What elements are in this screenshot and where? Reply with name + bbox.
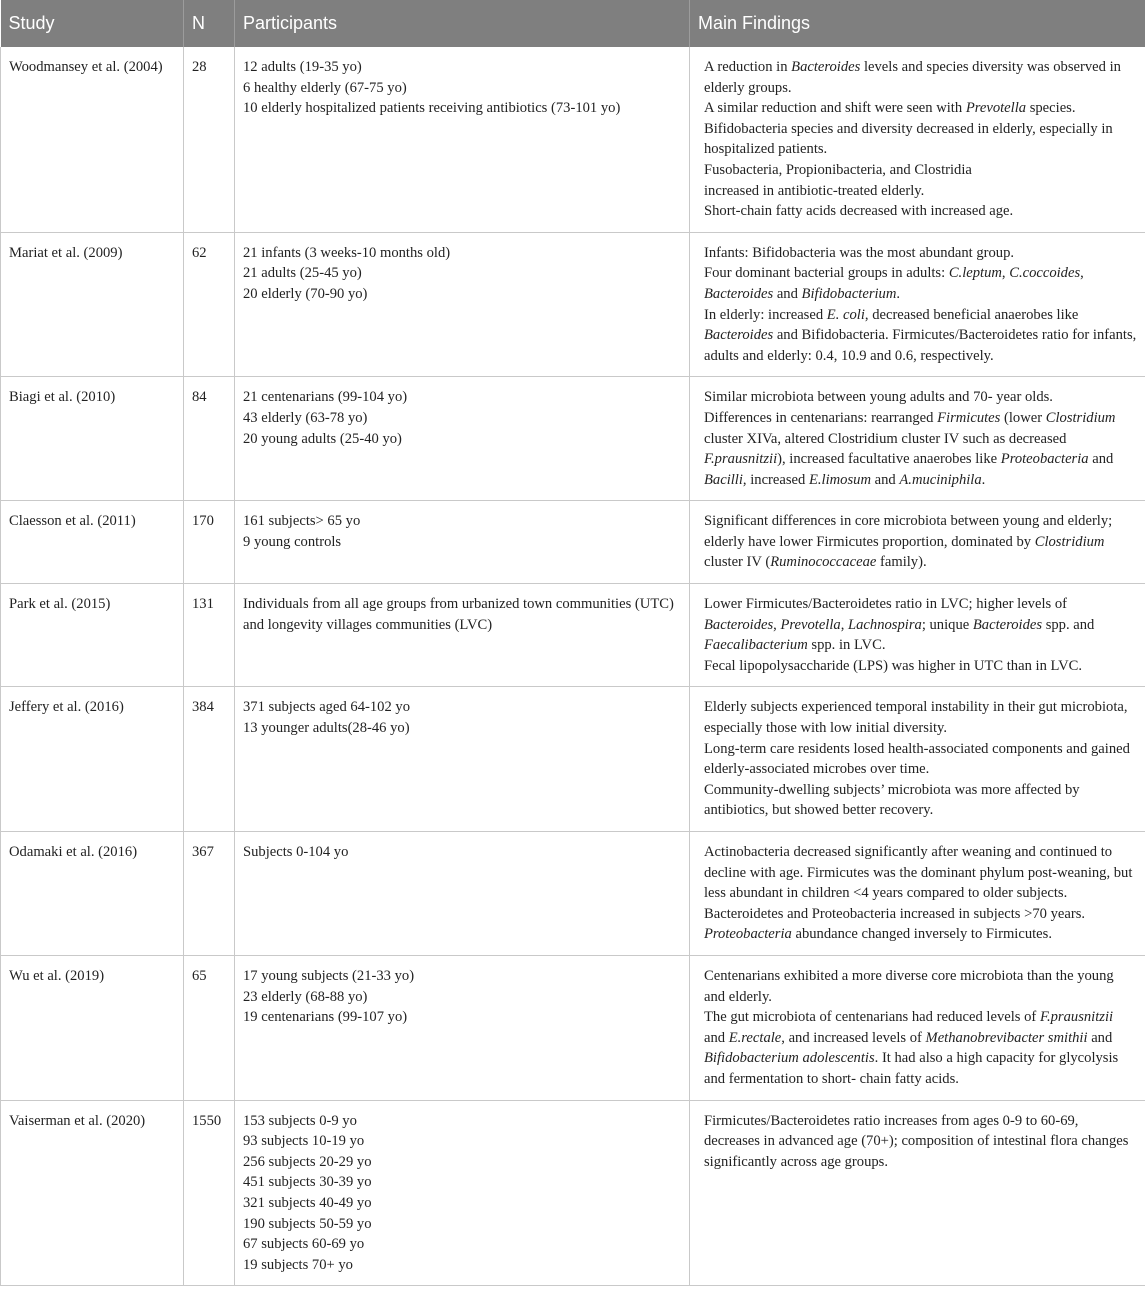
findings-cell [690, 687, 1145, 832]
participant-line: 9 young controls [243, 533, 342, 550]
study-cell: Odamaki et al. (2016) [1, 832, 184, 956]
table-row [1, 47, 1145, 232]
participant-line: 371 subjects aged 64-102 yo [243, 699, 410, 716]
n-cell: 131 [184, 584, 235, 687]
participants-cell [235, 832, 690, 956]
study-cell: Claesson et al. (2011) [1, 501, 184, 584]
participants-cell [235, 687, 690, 832]
table-row [1, 832, 1145, 956]
participant-line: 43 elderly (63-78 yo) [243, 409, 368, 426]
table-row [1, 501, 1145, 584]
n-cell: 62 [184, 232, 235, 377]
table-body [1, 47, 1145, 1286]
table-row [1, 377, 1145, 501]
participant-line: 93 subjects 10-19 yo [243, 1133, 365, 1150]
participants-cell [235, 584, 690, 687]
study-cell: Biagi et al. (2010) [1, 377, 184, 501]
participant-line: 23 elderly (68-88 yo) [243, 988, 368, 1005]
findings-cell [690, 1100, 1145, 1286]
table-row [1, 1100, 1145, 1286]
findings-cell [690, 501, 1145, 584]
n-cell: 1550 [184, 1100, 235, 1286]
participant-line: 161 subjects> 65 yo [243, 513, 361, 530]
participant-line: Subjects 0-104 yo [243, 844, 349, 860]
header-main-findings: Main Findings [690, 0, 1145, 47]
findings-cell [690, 377, 1145, 501]
participant-line: 21 infants (3 weeks-10 months old) [243, 244, 451, 261]
n-cell: 367 [184, 832, 235, 956]
finding-line: Similar microbiota between young adults and 70- year olds. [704, 389, 1053, 406]
participant-line: 6 healthy elderly (67-75 yo) [243, 79, 407, 96]
finding-line: Significant differences in core microbiota between young and elderly; elderly have lower Firmicutes proportion, dominated by Clostridium cluster IV (Ruminococcaceae family). [704, 513, 1113, 571]
finding-line: Lower Firmicutes/Bacteroidetes ratio in LVC; higher levels of Bacteroides, Prevotella, Lachnospira; unique Bacteroides spp. and Faecalibacterium spp. in LVC. [704, 596, 1095, 654]
finding-line: Centenarians exhibited a more diverse core microbiota than the young and elderly. [704, 967, 1114, 1005]
finding-line: Differences in centenarians: rearranged Firmicutes (lower Clostridium cluster XIVa, altered Clostridium cluster IV such as decreased F.prausnitzii), increased facultative anaerobes like Proteobacteria and Bacilli, increased E.limosum and A.muciniphila. [704, 409, 1116, 488]
finding-line: Firmicutes/Bacteroidetes ratio increases from ages 0-9 to 60-69, decreases in advanced age (70+); composition of intestinal flora changes significantly across age groups. [704, 1112, 1129, 1170]
participants-cell [235, 377, 690, 501]
finding-line: increased in antibiotic-treated elderly. [704, 182, 925, 199]
participant-line: 321 subjects 40-49 yo [243, 1194, 372, 1211]
study-cell: Wu et al. (2019) [1, 955, 184, 1100]
finding-line: Actinobacteria decreased significantly after weaning and continued to decline with age. Firmicutes was the dominant phylum post-weaning, but less abundant in children <4 years compared to older subjects. [704, 844, 1133, 902]
participant-line: 10 elderly hospitalized patients receiving antibiotics (73-101 yo) [243, 100, 621, 117]
finding-line: In elderly: increased E. coli, decreased beneficial anaerobes like Bacteroides and Bifidobacteria. Firmicutes/Bacteroidetes ratio for infants, adults and elderly: 0.4, 10.9 and 0.6, respectively. [704, 306, 1137, 364]
participants-cell [235, 955, 690, 1100]
participant-line: 19 centenarians (99-107 yo) [243, 1009, 408, 1026]
finding-line: Bifidobacteria species and diversity decreased in elderly, especially in hospitalized patients. [704, 120, 1113, 158]
finding-line: Bacteroidetes and Proteobacteria increased in subjects >70 years. [704, 905, 1086, 922]
findings-cell [690, 584, 1145, 687]
finding-line: Fecal lipopolysaccharide (LPS) was higher in UTC than in LVC. [704, 657, 1083, 674]
findings-cell [690, 832, 1145, 956]
participants-cell [235, 1100, 690, 1286]
header-n: N [184, 0, 235, 47]
n-cell: 84 [184, 377, 235, 501]
participant-line: 67 subjects 60-69 yo [243, 1236, 365, 1253]
n-cell: 170 [184, 501, 235, 584]
participant-line: 256 subjects 20-29 yo [243, 1153, 372, 1170]
finding-line: Long-term care residents losed health-associated components and gained elderly-associated microbes over time. [704, 740, 1130, 778]
participant-line: 190 subjects 50-59 yo [243, 1215, 372, 1232]
study-cell: Woodmansey et al. (2004) [1, 47, 184, 232]
participant-line: 13 younger adults(28-46 yo) [243, 720, 410, 737]
header-row [1, 0, 1145, 47]
table-row [1, 955, 1145, 1100]
finding-line: Infants: Bifidobacteria was the most abundant group. [704, 244, 1015, 261]
finding-line: Elderly subjects experienced temporal instability in their gut microbiota, especially those with low initial diversity. [704, 699, 1128, 737]
n-cell: 28 [184, 47, 235, 232]
study-cell: Jeffery et al. (2016) [1, 687, 184, 832]
finding-line: A similar reduction and shift were seen with Prevotella species. [704, 100, 1076, 117]
findings-cell [690, 232, 1145, 377]
findings-cell [690, 47, 1145, 232]
finding-line: Short-chain fatty acids decreased with increased age. [704, 203, 1014, 220]
n-cell: 65 [184, 955, 235, 1100]
participant-line: 21 adults (25-45 yo) [243, 265, 362, 282]
finding-line: Fusobacteria, Propionibacteria, and Clostridia [704, 161, 972, 178]
participant-line: 153 subjects 0-9 yo [243, 1112, 357, 1129]
participants-cell [235, 232, 690, 377]
participant-line: 21 centenarians (99-104 yo) [243, 389, 408, 406]
participants-cell [235, 501, 690, 584]
finding-line: Proteobacteria abundance changed inversely to Firmicutes. [704, 926, 1052, 943]
study-cell: Vaiserman et al. (2020) [1, 1100, 184, 1286]
participant-line: 19 subjects 70+ yo [243, 1256, 353, 1273]
participant-line: Individuals from all age groups from urbanized town communities (UTC) and longevity villages communities (LVC) [243, 596, 674, 633]
participant-line: 17 young subjects (21-33 yo) [243, 967, 415, 984]
header-study: Study [1, 0, 184, 47]
finding-line: Community-dwelling subjects’ microbiota was more affected by antibiotics, but showed better recovery. [704, 781, 1080, 819]
participant-line: 20 elderly (70-90 yo) [243, 285, 368, 302]
header-participants: Participants [235, 0, 690, 47]
table-row [1, 232, 1145, 377]
finding-line: The gut microbiota of centenarians had reduced levels of F.prausnitzii and E.rectale, and increased levels of Methanobrevibacter smithii and Bifidobacterium adolescentis. It had also a high capacity for glycolysis and fermentation to short- chain fatty acids. [704, 1009, 1119, 1087]
finding-line: A reduction in Bacteroides levels and species diversity was observed in elderly groups. [704, 59, 1121, 96]
participants-cell [235, 47, 690, 232]
participant-line: 20 young adults (25-40 yo) [243, 430, 402, 447]
participant-line: 451 subjects 30-39 yo [243, 1174, 372, 1191]
study-cell: Mariat et al. (2009) [1, 232, 184, 377]
finding-line: Four dominant bacterial groups in adults: C.leptum, C.coccoides, Bacteroides and Bifidobacterium. [704, 265, 1084, 302]
table-row [1, 584, 1145, 687]
study-cell: Park et al. (2015) [1, 584, 184, 687]
table-row [1, 687, 1145, 832]
findings-cell [690, 955, 1145, 1100]
n-cell: 384 [184, 687, 235, 832]
participant-line: 12 adults (19-35 yo) [243, 59, 362, 75]
